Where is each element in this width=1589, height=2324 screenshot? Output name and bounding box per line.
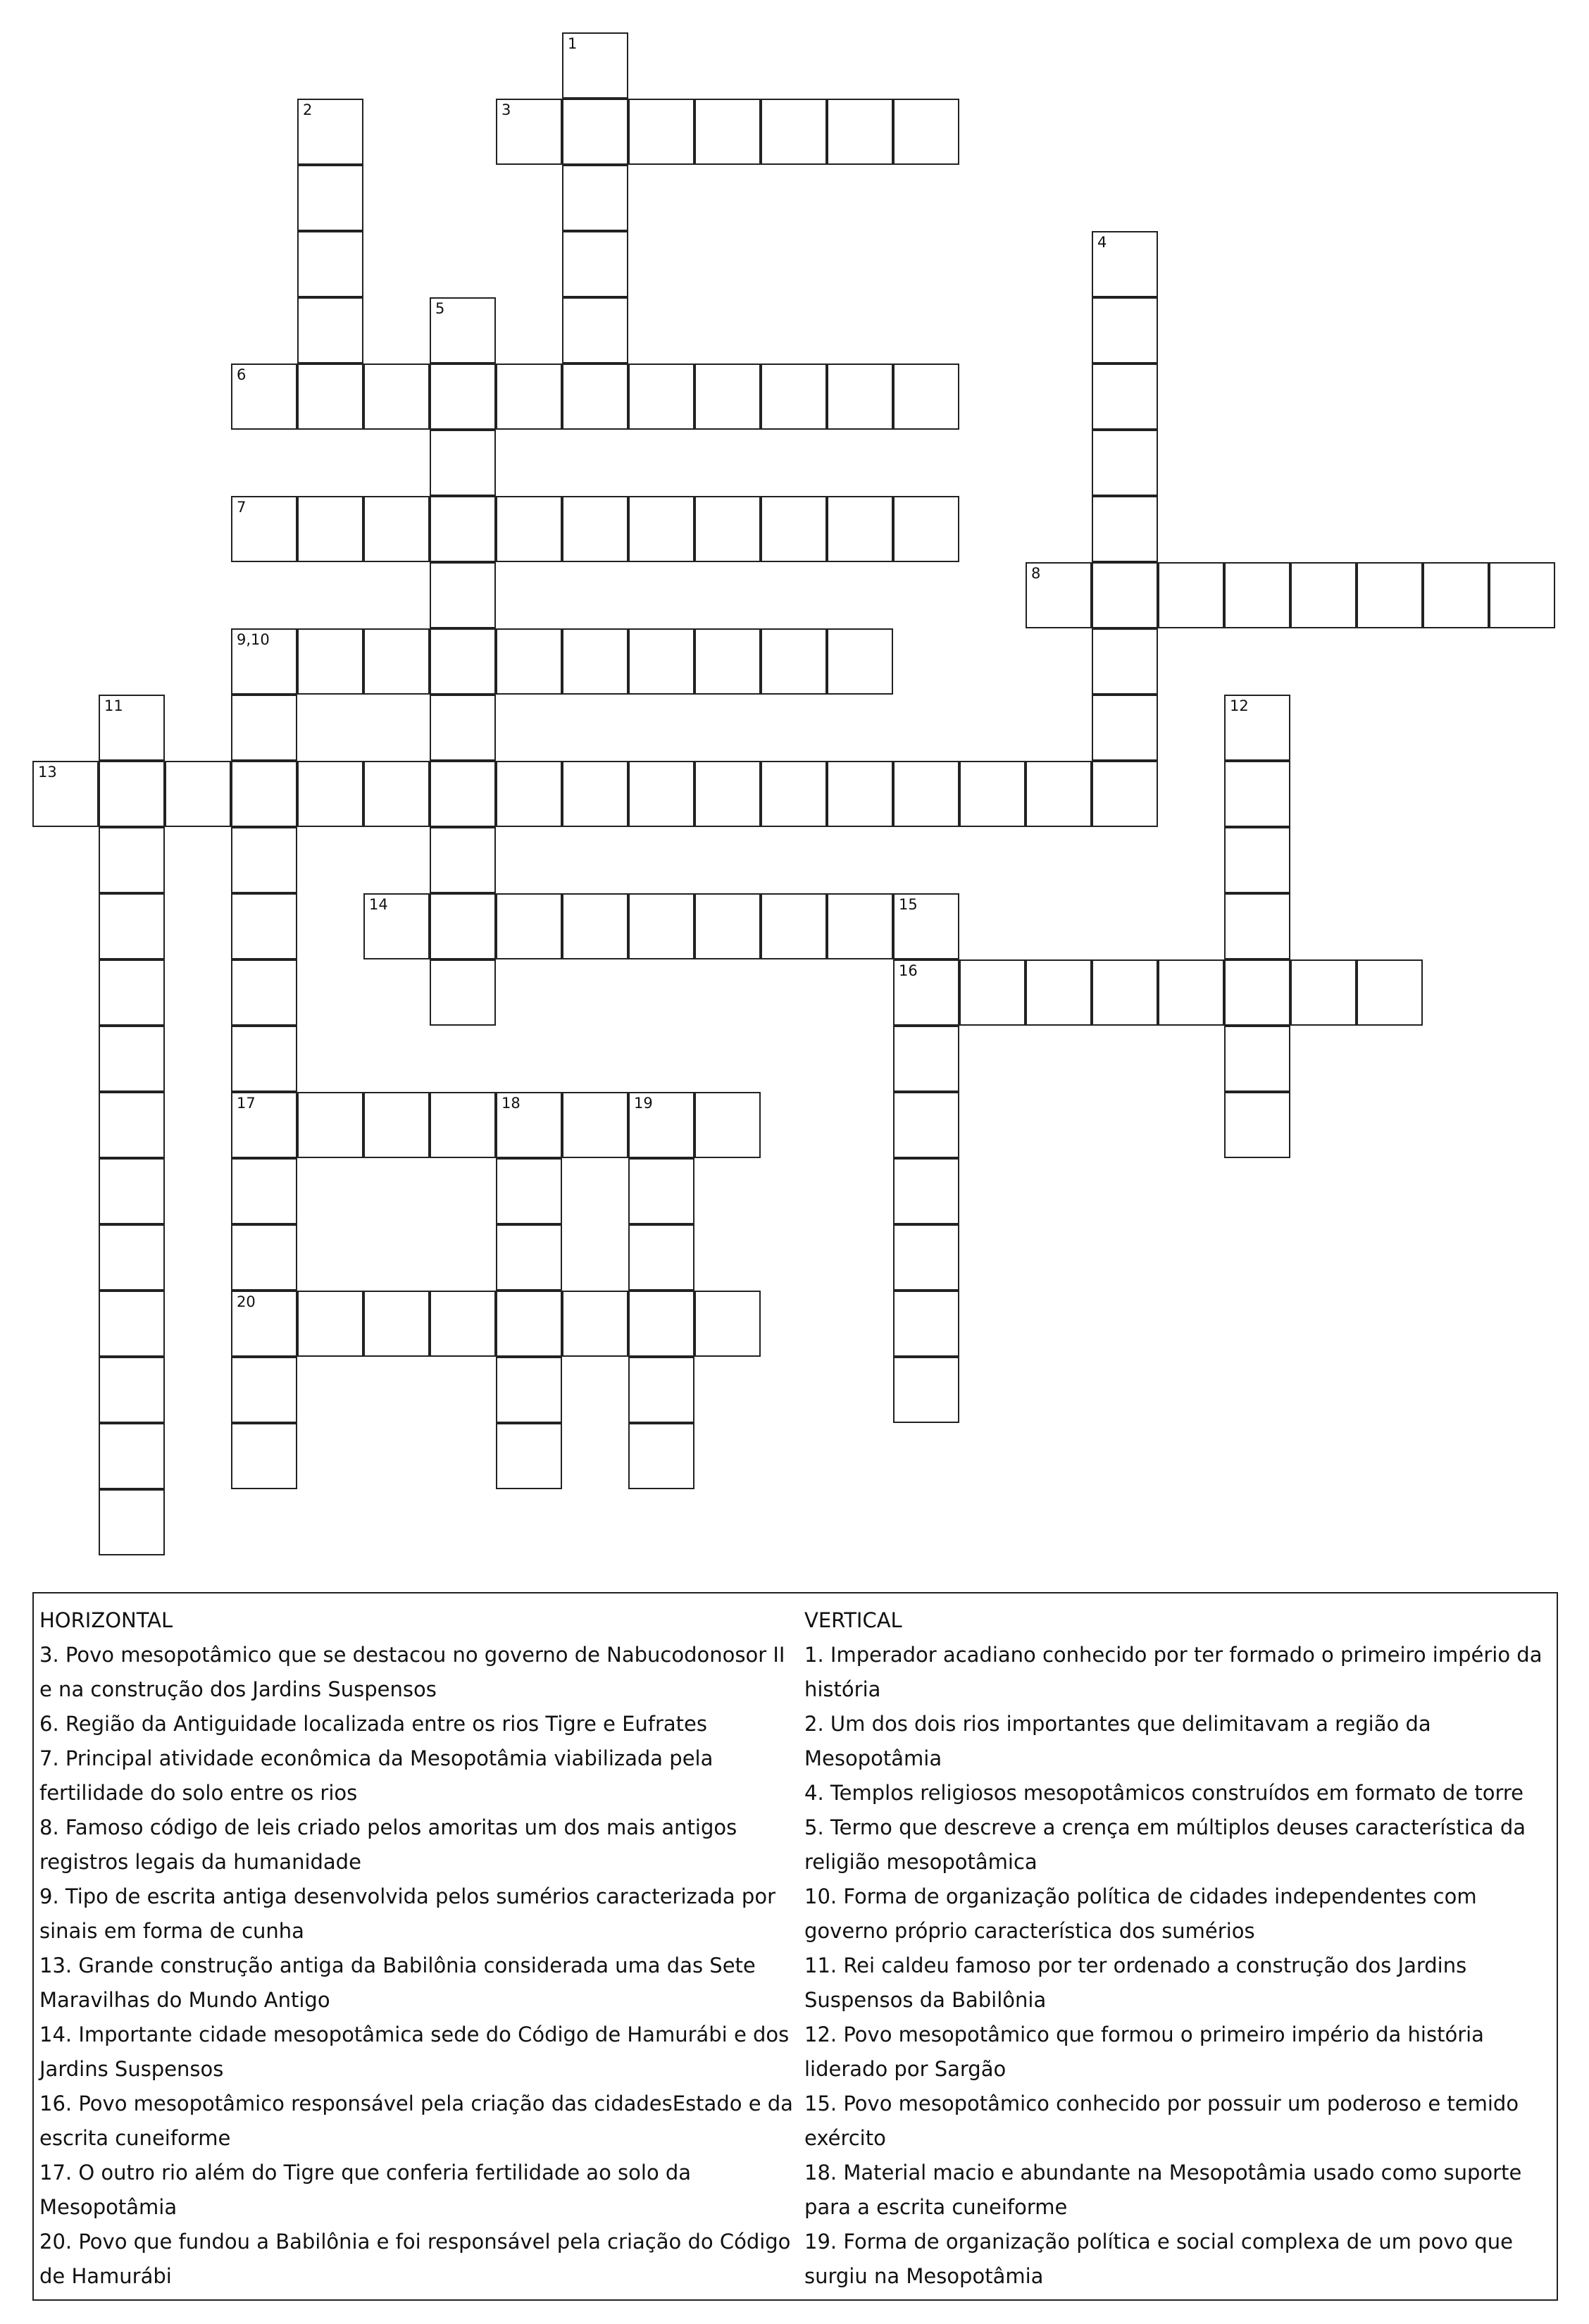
- grid-cell[interactable]: [562, 496, 628, 562]
- grid-cell[interactable]: [1092, 959, 1158, 1026]
- grid-cell[interactable]: [1092, 297, 1158, 363]
- grid-cell[interactable]: [496, 1092, 562, 1158]
- grid-cell[interactable]: [1092, 695, 1158, 761]
- grid-cell[interactable]: [297, 297, 363, 363]
- grid-cell[interactable]: [430, 893, 496, 959]
- clue-number: 11: [104, 697, 123, 714]
- grid-cell[interactable]: [1357, 959, 1423, 1026]
- grid-cell[interactable]: [99, 1291, 165, 1357]
- grid-cell[interactable]: [99, 959, 165, 1026]
- grid-cell[interactable]: [628, 1158, 694, 1224]
- grid-cell[interactable]: [32, 761, 99, 827]
- grid-cell[interactable]: [496, 99, 562, 165]
- clue-number: 18: [501, 1095, 521, 1112]
- grid-cell[interactable]: [297, 99, 363, 165]
- grid-cell[interactable]: [297, 496, 363, 562]
- grid-cell[interactable]: [562, 893, 628, 959]
- grid-cell[interactable]: [827, 628, 893, 695]
- grid-cell[interactable]: [99, 1489, 165, 1555]
- grid-cell[interactable]: [297, 231, 363, 297]
- grid-cell[interactable]: [959, 761, 1026, 827]
- grid-cell[interactable]: [1026, 761, 1092, 827]
- grid-cell[interactable]: [694, 893, 761, 959]
- clue-number: 7: [237, 499, 247, 516]
- horizontal-title: HORIZONTAL: [39, 1608, 173, 1632]
- clue-horizontal-13: 13. Grande construção antiga da Babilônia considerada uma das Sete Maravilhas do Mundo Antigo: [39, 1953, 756, 2012]
- grid-cell[interactable]: [893, 1158, 959, 1224]
- grid-cell[interactable]: [628, 628, 694, 695]
- grid-cell[interactable]: [562, 231, 628, 297]
- grid-cell[interactable]: [231, 1357, 297, 1423]
- clue-vertical-4: 4. Templos religiosos mesopotâmicos construídos em formato de torre: [804, 1781, 1524, 1805]
- grid-cell[interactable]: [1224, 959, 1290, 1026]
- clue-horizontal-6: 6. Região da Antiguidade localizada entre os rios Tigre e Eufrates: [39, 1712, 708, 1736]
- clue-number: 1: [568, 35, 578, 52]
- clue-horizontal-3: 3. Povo mesopotâmico que se destacou no governo de Nabucodonosor II e na construção dos Jardins Suspensos: [39, 1643, 785, 1701]
- grid-cell[interactable]: [231, 893, 297, 959]
- grid-cell[interactable]: [1224, 1026, 1290, 1092]
- clue-number: 19: [634, 1095, 653, 1112]
- grid-cell[interactable]: [99, 1026, 165, 1092]
- clue-vertical-5: 5. Termo que descreve a crença em múltiplos deuses característica da religião mesopotâmica: [804, 1815, 1526, 1874]
- clue-vertical-19: 19. Forma de organização política e social complexa de um povo que surgiu na Mesopotâmia: [804, 2230, 1513, 2288]
- grid-cell[interactable]: [628, 1092, 694, 1158]
- grid-cell[interactable]: [231, 959, 297, 1026]
- grid-cell[interactable]: [231, 695, 297, 761]
- grid-cell[interactable]: [231, 1423, 297, 1489]
- grid-cell[interactable]: [893, 1291, 959, 1357]
- grid-cell[interactable]: [231, 1026, 297, 1092]
- clue-number: 9,10: [237, 631, 270, 648]
- grid-cell[interactable]: [1092, 761, 1158, 827]
- grid-cell[interactable]: [231, 761, 297, 827]
- grid-cell[interactable]: [297, 363, 363, 430]
- grid-cell[interactable]: [628, 496, 694, 562]
- clue-number: 15: [899, 896, 918, 913]
- grid-cell[interactable]: [628, 761, 694, 827]
- grid-cell[interactable]: [1224, 1092, 1290, 1158]
- clues-box: [32, 1592, 1558, 2301]
- grid-cell[interactable]: [430, 695, 496, 761]
- clue-number: 3: [501, 101, 511, 118]
- horizontal-clues: [39, 1603, 793, 2294]
- grid-cell[interactable]: [827, 761, 893, 827]
- clue-vertical-15: 15. Povo mesopotâmico conhecido por possuir um poderoso e temido exército: [804, 2092, 1519, 2150]
- clue-vertical-10: 10. Forma de organização política de cidades independentes com governo próprio característica dos sumérios: [804, 1884, 1477, 1943]
- grid-cell[interactable]: [694, 628, 761, 695]
- grid-cell[interactable]: [761, 496, 827, 562]
- grid-cell[interactable]: [1423, 562, 1489, 628]
- grid-cell[interactable]: [1224, 827, 1290, 893]
- clue-vertical-2: 2. Um dos dois rios importantes que delimitavam a região da Mesopotâmia: [804, 1712, 1431, 1770]
- grid-cell[interactable]: [562, 628, 628, 695]
- grid-cell[interactable]: [363, 628, 430, 695]
- grid-cell[interactable]: [231, 1158, 297, 1224]
- clue-number: 13: [38, 764, 57, 781]
- clue-vertical-11: 11. Rei caldeu famoso por ter ordenado a construção dos Jardins Suspensos da Babilônia: [804, 1953, 1467, 2012]
- grid-cell[interactable]: [562, 363, 628, 430]
- grid-cell[interactable]: [628, 893, 694, 959]
- clue-number: 14: [369, 896, 388, 913]
- grid-cell[interactable]: [99, 1423, 165, 1489]
- grid-cell[interactable]: [99, 1224, 165, 1291]
- grid-cell[interactable]: [496, 628, 562, 695]
- grid-cell[interactable]: [628, 1357, 694, 1423]
- grid-cell[interactable]: [496, 1224, 562, 1291]
- clue-number: 4: [1097, 234, 1107, 251]
- grid-cell[interactable]: [1158, 959, 1224, 1026]
- grid-cell[interactable]: [363, 1291, 430, 1357]
- grid-cell[interactable]: [231, 363, 297, 430]
- grid-cell[interactable]: [297, 1092, 363, 1158]
- grid-cell[interactable]: [893, 761, 959, 827]
- grid-cell[interactable]: [297, 165, 363, 231]
- grid-cell[interactable]: [893, 959, 959, 1026]
- grid-cell[interactable]: [231, 628, 297, 695]
- clue-number: 12: [1230, 697, 1249, 714]
- grid-cell[interactable]: [1026, 959, 1092, 1026]
- grid-cell[interactable]: [430, 827, 496, 893]
- grid-cell[interactable]: [496, 1357, 562, 1423]
- clue-horizontal-8: 8. Famoso código de leis criado pelos amoritas um dos mais antigos registros legais da humanidade: [39, 1815, 737, 1874]
- grid-cell[interactable]: [694, 761, 761, 827]
- grid-cell[interactable]: [430, 363, 496, 430]
- clue-number: 8: [1031, 565, 1041, 582]
- grid-cell[interactable]: [761, 99, 827, 165]
- grid-cell[interactable]: [1489, 562, 1555, 628]
- vertical-clues: [804, 1603, 1551, 2294]
- grid-cell[interactable]: [1224, 761, 1290, 827]
- grid-cell[interactable]: [430, 297, 496, 363]
- grid-cell[interactable]: [628, 1224, 694, 1291]
- clue-number: 5: [435, 300, 445, 317]
- vertical-title: VERTICAL: [804, 1608, 902, 1632]
- grid-cell[interactable]: [1026, 562, 1092, 628]
- grid-cell[interactable]: [496, 1291, 562, 1357]
- clue-horizontal-16: 16. Povo mesopotâmico responsável pela criação das cidadesEstado e da escrita cuneiforme: [39, 2092, 793, 2150]
- grid-cell[interactable]: [297, 1291, 363, 1357]
- grid-cell[interactable]: [1092, 628, 1158, 695]
- grid-cell[interactable]: [165, 761, 231, 827]
- grid-cell[interactable]: [827, 496, 893, 562]
- grid-cell[interactable]: [1290, 959, 1357, 1026]
- grid-cell[interactable]: [430, 761, 496, 827]
- grid-cell[interactable]: [99, 1158, 165, 1224]
- grid-cell[interactable]: [761, 761, 827, 827]
- grid-cell[interactable]: [761, 628, 827, 695]
- clue-vertical-18: 18. Material macio e abundante na Mesopotâmia usado como suporte para a escrita cuneiforme: [804, 2161, 1522, 2219]
- grid-cell[interactable]: [231, 1092, 297, 1158]
- grid-cell[interactable]: [1224, 893, 1290, 959]
- grid-cell[interactable]: [430, 496, 496, 562]
- grid-cell[interactable]: [1224, 562, 1290, 628]
- grid-cell[interactable]: [496, 496, 562, 562]
- clue-horizontal-9: 9. Tipo de escrita antiga desenvolvida pelos sumérios caracterizada por sinais em forma de cunha: [39, 1884, 775, 1943]
- grid-cell[interactable]: [893, 893, 959, 959]
- grid-cell[interactable]: [430, 1291, 496, 1357]
- grid-cell[interactable]: [562, 761, 628, 827]
- grid-cell[interactable]: [694, 363, 761, 430]
- grid-cell[interactable]: [959, 959, 1026, 1026]
- grid-cell[interactable]: [628, 1291, 694, 1357]
- grid-cell[interactable]: [628, 363, 694, 430]
- grid-cell[interactable]: [1357, 562, 1423, 628]
- grid-cell[interactable]: [231, 827, 297, 893]
- grid-cell[interactable]: [562, 99, 628, 165]
- grid-cell[interactable]: [1092, 496, 1158, 562]
- grid-cell[interactable]: [297, 761, 363, 827]
- grid-cell[interactable]: [694, 99, 761, 165]
- grid-cell[interactable]: [363, 761, 430, 827]
- grid-cell[interactable]: [231, 496, 297, 562]
- grid-cell[interactable]: [893, 1026, 959, 1092]
- grid-cell[interactable]: [761, 893, 827, 959]
- grid-cell[interactable]: [1092, 562, 1158, 628]
- grid-cell[interactable]: [363, 363, 430, 430]
- grid-cell[interactable]: [1092, 430, 1158, 496]
- grid-cell[interactable]: [430, 430, 496, 496]
- grid-cell[interactable]: [893, 1092, 959, 1158]
- grid-cell[interactable]: [1224, 695, 1290, 761]
- clue-number: 2: [303, 101, 313, 118]
- clue-horizontal-17: 17. O outro rio além do Tigre que conferia fertilidade ao solo da Mesopotâmia: [39, 2161, 692, 2219]
- clue-vertical-12: 12. Povo mesopotâmico que formou o primeiro império da história liderado por Sargão: [804, 2022, 1484, 2081]
- grid-cell[interactable]: [827, 363, 893, 430]
- clue-horizontal-14: 14. Importante cidade mesopotâmica sede do Código de Hamurábi e dos Jardins Suspensos: [39, 2022, 790, 2081]
- grid-cell[interactable]: [1290, 562, 1357, 628]
- clue-number: 20: [237, 1293, 256, 1310]
- grid-cell[interactable]: [430, 628, 496, 695]
- grid-cell[interactable]: [99, 761, 165, 827]
- grid-cell[interactable]: [761, 363, 827, 430]
- grid-cell[interactable]: [1092, 363, 1158, 430]
- grid-cell[interactable]: [694, 496, 761, 562]
- grid-cell[interactable]: [231, 1291, 297, 1357]
- grid-cell[interactable]: [893, 1357, 959, 1423]
- grid-cell[interactable]: [99, 695, 165, 761]
- grid-cell[interactable]: [893, 1224, 959, 1291]
- grid-cell[interactable]: [363, 496, 430, 562]
- grid-cell[interactable]: [827, 99, 893, 165]
- grid-cell[interactable]: [827, 893, 893, 959]
- clue-horizontal-7: 7. Principal atividade econômica da Mesopotâmia viabilizada pela fertilidade do solo entre os rios: [39, 1746, 714, 1805]
- grid-cell[interactable]: [562, 1291, 628, 1357]
- grid-cell[interactable]: [363, 893, 430, 959]
- grid-cell[interactable]: [628, 1423, 694, 1489]
- grid-cell[interactable]: [496, 1423, 562, 1489]
- grid-cell[interactable]: [430, 959, 496, 1026]
- grid-cell[interactable]: [99, 1092, 165, 1158]
- clue-number: 17: [237, 1095, 256, 1112]
- grid-cell[interactable]: [430, 1092, 496, 1158]
- grid-cell[interactable]: [496, 363, 562, 430]
- grid-cell[interactable]: [628, 99, 694, 165]
- grid-cell[interactable]: [99, 1357, 165, 1423]
- grid-cell[interactable]: [99, 827, 165, 893]
- grid-cell[interactable]: [694, 1291, 761, 1357]
- grid-cell[interactable]: [1158, 562, 1224, 628]
- grid-cell[interactable]: [562, 32, 628, 99]
- grid-cell[interactable]: [430, 562, 496, 628]
- grid-cell[interactable]: [231, 1224, 297, 1291]
- grid-cell[interactable]: [893, 496, 959, 562]
- grid-cell[interactable]: [496, 761, 562, 827]
- grid-cell[interactable]: [893, 363, 959, 430]
- grid-cell[interactable]: [99, 893, 165, 959]
- grid-cell[interactable]: [562, 1092, 628, 1158]
- grid-cell[interactable]: [297, 628, 363, 695]
- grid-cell[interactable]: [496, 1158, 562, 1224]
- grid-cell[interactable]: [496, 893, 562, 959]
- grid-cell[interactable]: [694, 1092, 761, 1158]
- clue-number: 16: [899, 962, 918, 979]
- clue-horizontal-20: 20. Povo que fundou a Babilônia e foi responsável pela criação do Código de Hamurábi: [39, 2230, 791, 2288]
- grid-cell[interactable]: [363, 1092, 430, 1158]
- grid-cell[interactable]: [562, 297, 628, 363]
- grid-cell[interactable]: [562, 165, 628, 231]
- grid-cell[interactable]: [1092, 231, 1158, 297]
- grid-cell[interactable]: [893, 99, 959, 165]
- clue-vertical-1: 1. Imperador acadiano conhecido por ter formado o primeiro império da história: [804, 1643, 1543, 1701]
- clue-number: 6: [237, 366, 247, 383]
